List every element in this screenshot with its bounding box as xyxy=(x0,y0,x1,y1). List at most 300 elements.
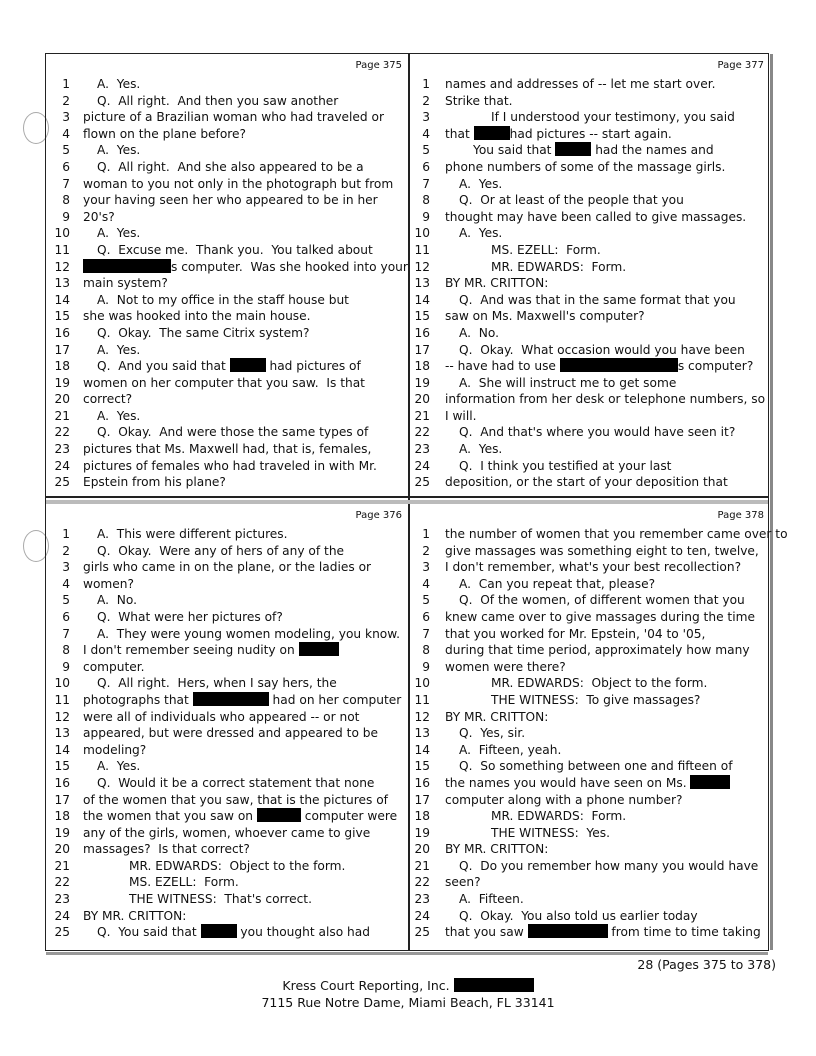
text-run: picture of a Brazilian woman who had traveled or xyxy=(83,110,384,125)
redaction-bar xyxy=(83,259,171,273)
line-number: 3 xyxy=(62,560,70,575)
line-text xyxy=(83,692,401,709)
line-text xyxy=(83,742,146,759)
text-run: Q. Would it be a correct statement that none xyxy=(97,775,375,790)
transcript-line xyxy=(408,576,770,593)
text-run: during that time period, approximately how many xyxy=(445,643,750,658)
transcript-line xyxy=(46,259,408,276)
line-number: 24 xyxy=(414,458,430,473)
line-text xyxy=(83,775,374,792)
line-text xyxy=(83,159,364,176)
line-number: 11 xyxy=(54,692,70,707)
line-text xyxy=(83,76,140,93)
line-number: 4 xyxy=(62,126,70,141)
transcript-line xyxy=(46,441,408,458)
redaction-bar xyxy=(454,978,534,992)
transcript-line xyxy=(46,192,408,209)
line-text xyxy=(445,458,671,475)
line-text xyxy=(83,792,388,809)
line-text xyxy=(445,292,736,309)
line-text xyxy=(83,709,359,726)
sheet-shadow-bottom xyxy=(46,952,768,955)
transcript-line xyxy=(408,675,770,692)
text-run: A. Yes. xyxy=(97,143,141,158)
transcript-line xyxy=(408,358,770,375)
transcript-line xyxy=(46,375,408,392)
line-text xyxy=(445,259,626,276)
line-text xyxy=(445,242,601,259)
line-number: 20 xyxy=(54,842,70,857)
line-number: 15 xyxy=(414,759,430,774)
transcript-line xyxy=(408,159,770,176)
text-run: had the names and xyxy=(591,143,714,158)
line-text xyxy=(445,576,655,593)
transcript-line xyxy=(408,292,770,309)
line-number: 13 xyxy=(414,726,430,741)
line-number: 1 xyxy=(62,527,70,541)
line-number: 2 xyxy=(62,543,70,558)
transcript-line xyxy=(408,874,770,891)
text-run: from time to time taking xyxy=(607,925,761,940)
line-text xyxy=(83,225,140,242)
text-run: names and addresses of -- let me start over. xyxy=(445,77,716,91)
text-run: THE WITNESS: Yes. xyxy=(491,825,610,840)
transcript-line xyxy=(46,474,408,491)
text-run: A. They were young women modeling, you know. xyxy=(97,626,400,641)
text-run: Q. Okay. Were any of hers of any of the xyxy=(97,543,345,558)
text-run: BY MR. CRITTON: xyxy=(445,842,549,857)
transcript-line xyxy=(408,408,770,425)
line-number: 9 xyxy=(62,659,70,674)
line-text xyxy=(83,458,377,475)
text-run: correct? xyxy=(83,392,133,407)
text-run: seen? xyxy=(445,875,481,890)
text-run: A. Yes. xyxy=(459,176,503,191)
line-number: 18 xyxy=(414,809,430,824)
transcript-line xyxy=(408,742,770,759)
transcript-line xyxy=(408,808,770,825)
line-number: 20 xyxy=(414,392,430,407)
line-number: 21 xyxy=(54,408,70,423)
text-run: deposition, or the start of your deposition that xyxy=(445,475,728,490)
line-text xyxy=(445,874,481,891)
text-run: modeling? xyxy=(83,742,147,757)
line-number: 17 xyxy=(414,342,430,357)
line-number: 11 xyxy=(54,242,70,257)
line-number: 24 xyxy=(54,908,70,923)
transcript-line xyxy=(46,176,408,193)
transcript-line xyxy=(46,225,408,242)
line-number: 14 xyxy=(54,292,70,307)
line-text xyxy=(83,808,397,825)
transcript-line xyxy=(46,109,408,126)
text-run: -- have had to use xyxy=(445,359,560,374)
text-run: pictures of females who had traveled in with Mr. xyxy=(83,458,377,473)
text-run: A. Yes. xyxy=(97,77,141,91)
text-run: Q. So something between one and fifteen of xyxy=(459,759,733,774)
line-number: 16 xyxy=(414,775,430,790)
line-number: 1 xyxy=(422,527,430,541)
line-text xyxy=(445,375,676,392)
line-text xyxy=(445,692,700,709)
text-run: You said that xyxy=(473,143,556,158)
line-number: 24 xyxy=(54,458,70,473)
transcript-line xyxy=(46,758,408,775)
line-text xyxy=(83,408,140,425)
line-number: 13 xyxy=(54,726,70,741)
text-run: were all of individuals who appeared -- or not xyxy=(83,709,360,724)
text-run: computer along with a phone number? xyxy=(445,792,683,807)
text-run: A. Yes. xyxy=(97,342,141,357)
line-number: 2 xyxy=(422,93,430,108)
text-run: Q. Or at least of the people that you xyxy=(459,193,684,208)
transcript-line xyxy=(46,792,408,809)
transcript-line xyxy=(408,792,770,809)
transcript-line xyxy=(46,275,408,292)
text-run: Q. Of the women, of different women that you xyxy=(459,593,745,608)
text-run: the number of women that you remember came over to xyxy=(445,527,788,541)
transcript-line xyxy=(408,424,770,441)
line-number: 13 xyxy=(414,276,430,291)
line-number: 8 xyxy=(422,193,430,208)
transcript-line xyxy=(46,126,408,143)
line-number: 9 xyxy=(62,209,70,224)
transcript-line xyxy=(46,209,408,226)
line-number: 19 xyxy=(414,375,430,390)
transcript-line xyxy=(408,642,770,659)
text-run: A. Fifteen. xyxy=(459,892,524,907)
line-text xyxy=(445,192,684,209)
line-text xyxy=(445,526,788,543)
line-number: 5 xyxy=(62,593,70,608)
line-text xyxy=(83,758,140,775)
line-number: 12 xyxy=(54,259,70,274)
text-run: A. She will instruct me to get some xyxy=(459,375,677,390)
line-number: 8 xyxy=(62,643,70,658)
text-run: computer. xyxy=(83,659,145,674)
transcript-line xyxy=(46,626,408,643)
text-run: girls who came in on the plane, or the ladies or xyxy=(83,560,372,575)
line-text xyxy=(445,924,761,941)
page-375-panel xyxy=(46,54,408,496)
line-number: 19 xyxy=(54,375,70,390)
transcript-line xyxy=(408,659,770,676)
transcript-line xyxy=(408,142,770,159)
line-text xyxy=(83,126,246,143)
line-text xyxy=(445,825,610,842)
transcript-line xyxy=(46,675,408,692)
line-number: 19 xyxy=(414,825,430,840)
text-run: Q. Yes, sir. xyxy=(459,726,526,741)
line-number: 7 xyxy=(62,626,70,641)
text-run: Q. Okay. You also told us earlier today xyxy=(459,908,698,923)
line-number: 3 xyxy=(62,110,70,125)
line-number: 12 xyxy=(414,709,430,724)
text-run: that xyxy=(445,126,474,141)
line-text xyxy=(83,874,239,891)
text-run: MR. EDWARDS: Object to the form. xyxy=(491,676,708,691)
line-text xyxy=(83,659,145,676)
line-text xyxy=(83,391,132,408)
text-run: s computer? xyxy=(677,359,754,374)
transcript-line xyxy=(46,808,408,825)
text-run: thought may have been called to give massages. xyxy=(445,209,747,224)
line-text xyxy=(445,76,715,93)
text-run: I don't remember, what's your best recollection? xyxy=(445,560,742,575)
text-run: information from her desk or telephone numbers, so xyxy=(445,392,766,407)
line-text xyxy=(445,408,476,425)
line-text xyxy=(445,142,714,159)
transcript-line xyxy=(408,325,770,342)
transcript-line xyxy=(408,841,770,858)
transcript-lines xyxy=(408,76,770,491)
line-text xyxy=(445,659,566,676)
redaction-bar xyxy=(474,126,510,140)
line-number: 4 xyxy=(62,576,70,591)
text-run: main system? xyxy=(83,276,168,291)
text-run: saw on Ms. Maxwell's computer? xyxy=(445,309,645,324)
transcript-line xyxy=(46,93,408,110)
text-run: Q. Okay. The same Citrix system? xyxy=(97,325,310,340)
transcript-line xyxy=(46,76,408,93)
transcript-line xyxy=(46,642,408,659)
line-text xyxy=(83,841,250,858)
line-number: 3 xyxy=(422,110,430,125)
text-run: Q. I think you testified at your last xyxy=(459,458,672,473)
text-run: photographs that xyxy=(83,692,193,707)
text-run: THE WITNESS: That's correct. xyxy=(129,892,312,907)
line-number: 23 xyxy=(414,892,430,907)
transcript-line xyxy=(408,275,770,292)
text-run: that you worked for Mr. Epstein, '04 to '05, xyxy=(445,626,706,641)
page-label: Page 378 xyxy=(717,510,764,521)
text-run: A. No. xyxy=(459,325,499,340)
transcript-line xyxy=(46,559,408,576)
transcript-lines xyxy=(408,526,788,941)
page-label: Page 377 xyxy=(717,60,764,71)
transcript-line xyxy=(408,609,770,626)
line-text xyxy=(83,725,378,742)
text-run: s computer. Was she hooked into your xyxy=(171,259,408,274)
transcript-line xyxy=(408,441,770,458)
line-number: 10 xyxy=(414,676,430,691)
transcript-line xyxy=(408,692,770,709)
line-number: 8 xyxy=(422,643,430,658)
text-run: A. Yes. xyxy=(97,408,141,423)
text-run: Q. Okay. And were those the same types of xyxy=(97,425,369,440)
page-376-panel xyxy=(46,504,408,946)
redaction-bar xyxy=(528,924,608,938)
text-run: 20's? xyxy=(83,209,115,224)
transcript-lines xyxy=(46,526,408,941)
text-run: A. Fifteen, yeah. xyxy=(459,742,562,757)
text-run: MS. EZELL: Form. xyxy=(491,242,601,257)
text-run: Strike that. xyxy=(445,93,513,108)
text-run: MR. EDWARDS: Object to the form. xyxy=(129,858,346,873)
line-number: 19 xyxy=(54,825,70,840)
line-text xyxy=(445,626,705,643)
line-text xyxy=(83,526,288,543)
transcript-line xyxy=(408,891,770,908)
line-text xyxy=(445,742,561,759)
line-text xyxy=(445,725,525,742)
line-text xyxy=(83,908,186,925)
text-run: A. This were different pictures. xyxy=(97,527,288,541)
text-run: had on her computer xyxy=(268,692,402,707)
transcript-line xyxy=(408,543,770,560)
line-number: 16 xyxy=(54,325,70,340)
transcript-line xyxy=(46,308,408,325)
line-text xyxy=(445,308,645,325)
transcript-line xyxy=(408,825,770,842)
line-text xyxy=(445,908,698,925)
line-number: 14 xyxy=(414,292,430,307)
text-run: BY MR. CRITTON: xyxy=(83,908,187,923)
transcript-line xyxy=(46,692,408,709)
line-text xyxy=(83,375,365,392)
line-number: 22 xyxy=(414,875,430,890)
transcript-line xyxy=(408,242,770,259)
transcript-line xyxy=(408,176,770,193)
line-number: 9 xyxy=(422,659,430,674)
transcript-line xyxy=(408,76,770,93)
line-text xyxy=(445,592,745,609)
line-text xyxy=(83,858,345,875)
line-text xyxy=(83,275,168,292)
line-text xyxy=(445,275,548,292)
text-run: I will. xyxy=(445,408,477,423)
transcript-line xyxy=(408,908,770,925)
line-text xyxy=(445,126,672,143)
page-label: Page 376 xyxy=(355,510,402,521)
transcript-line xyxy=(408,391,770,408)
line-text xyxy=(83,675,337,692)
text-run: MS. EZELL: Form. xyxy=(129,875,239,890)
footer-company xyxy=(0,978,816,993)
line-text xyxy=(83,891,312,908)
text-run: flown on the plane before? xyxy=(83,126,247,141)
text-run: Q. And that's where you would have seen it? xyxy=(459,425,736,440)
line-text xyxy=(83,93,338,110)
redaction-bar xyxy=(299,642,339,656)
line-text xyxy=(445,775,730,792)
transcript-line xyxy=(408,342,770,359)
text-run: I don't remember seeing nudity on xyxy=(83,643,299,658)
line-text xyxy=(83,259,408,276)
line-text xyxy=(445,424,735,441)
transcript-lines xyxy=(46,76,408,491)
text-run: Q. Excuse me. Thank you. You talked about xyxy=(97,242,373,257)
line-text xyxy=(83,576,134,593)
transcript-line xyxy=(46,358,408,375)
line-number: 2 xyxy=(422,543,430,558)
text-run: Q. You said that xyxy=(97,925,201,940)
text-run: Q. All right. And then you saw another xyxy=(97,93,339,108)
transcript-line xyxy=(46,825,408,842)
line-number: 23 xyxy=(54,892,70,907)
line-number: 14 xyxy=(54,742,70,757)
transcript-line xyxy=(46,908,408,925)
line-number: 17 xyxy=(54,342,70,357)
line-text xyxy=(83,924,370,941)
text-run: computer were xyxy=(300,809,398,824)
transcript-line xyxy=(46,742,408,759)
text-run: MR. EDWARDS: Form. xyxy=(491,259,627,274)
line-number: 11 xyxy=(414,692,430,707)
line-number: 23 xyxy=(54,442,70,457)
transcript-line xyxy=(408,775,770,792)
line-text xyxy=(83,242,373,259)
text-run: she was hooked into the main house. xyxy=(83,309,311,324)
transcript-line xyxy=(408,709,770,726)
text-run: appeared, but were dressed and appeared to be xyxy=(83,726,379,741)
line-number: 16 xyxy=(54,775,70,790)
transcript-line xyxy=(46,543,408,560)
text-run: A. Yes. xyxy=(459,442,503,457)
transcript-line xyxy=(46,891,408,908)
line-number: 20 xyxy=(414,842,430,857)
transcript-line xyxy=(408,924,770,941)
line-text xyxy=(445,642,750,659)
line-text xyxy=(445,209,746,226)
line-number: 13 xyxy=(54,276,70,291)
line-number: 21 xyxy=(414,858,430,873)
line-number: 22 xyxy=(414,425,430,440)
text-run: A. Not to my office in the staff house but xyxy=(97,292,349,307)
transcript-line xyxy=(46,858,408,875)
transcript-line xyxy=(408,725,770,742)
line-text xyxy=(445,358,753,375)
transcript-line xyxy=(46,458,408,475)
redaction-bar xyxy=(257,808,301,822)
line-number: 6 xyxy=(422,159,430,174)
page-377-panel xyxy=(408,54,770,496)
transcript-line xyxy=(408,375,770,392)
transcript-line xyxy=(46,424,408,441)
line-text xyxy=(83,592,137,609)
text-run: that you saw xyxy=(445,925,528,940)
text-run: phone numbers of some of the massage girls. xyxy=(445,159,726,174)
transcript-line xyxy=(408,592,770,609)
line-number: 2 xyxy=(62,93,70,108)
line-number: 10 xyxy=(54,226,70,241)
line-number: 4 xyxy=(422,126,430,141)
line-number: 8 xyxy=(62,193,70,208)
line-number: 17 xyxy=(54,792,70,807)
text-run: of the women that you saw, that is the pictures of xyxy=(83,792,388,807)
line-text xyxy=(445,342,745,359)
transcript-line xyxy=(408,192,770,209)
text-run: had pictures -- start again. xyxy=(509,126,672,141)
line-number: 18 xyxy=(414,359,430,374)
company-name: Kress Court Reporting, Inc. xyxy=(282,978,450,993)
line-text xyxy=(445,474,728,491)
line-text xyxy=(83,825,370,842)
text-run: the women that you saw on xyxy=(83,809,257,824)
line-number: 15 xyxy=(54,759,70,774)
line-text xyxy=(83,325,310,342)
redaction-bar xyxy=(690,775,730,789)
text-run: If I understood your testimony, you said xyxy=(491,110,735,125)
line-text xyxy=(445,609,755,626)
line-number: 7 xyxy=(422,626,430,641)
line-text xyxy=(445,93,513,110)
transcript-line xyxy=(408,209,770,226)
line-number: 24 xyxy=(414,908,430,923)
transcript-line xyxy=(408,259,770,276)
transcript-line xyxy=(46,841,408,858)
line-number: 7 xyxy=(62,176,70,191)
